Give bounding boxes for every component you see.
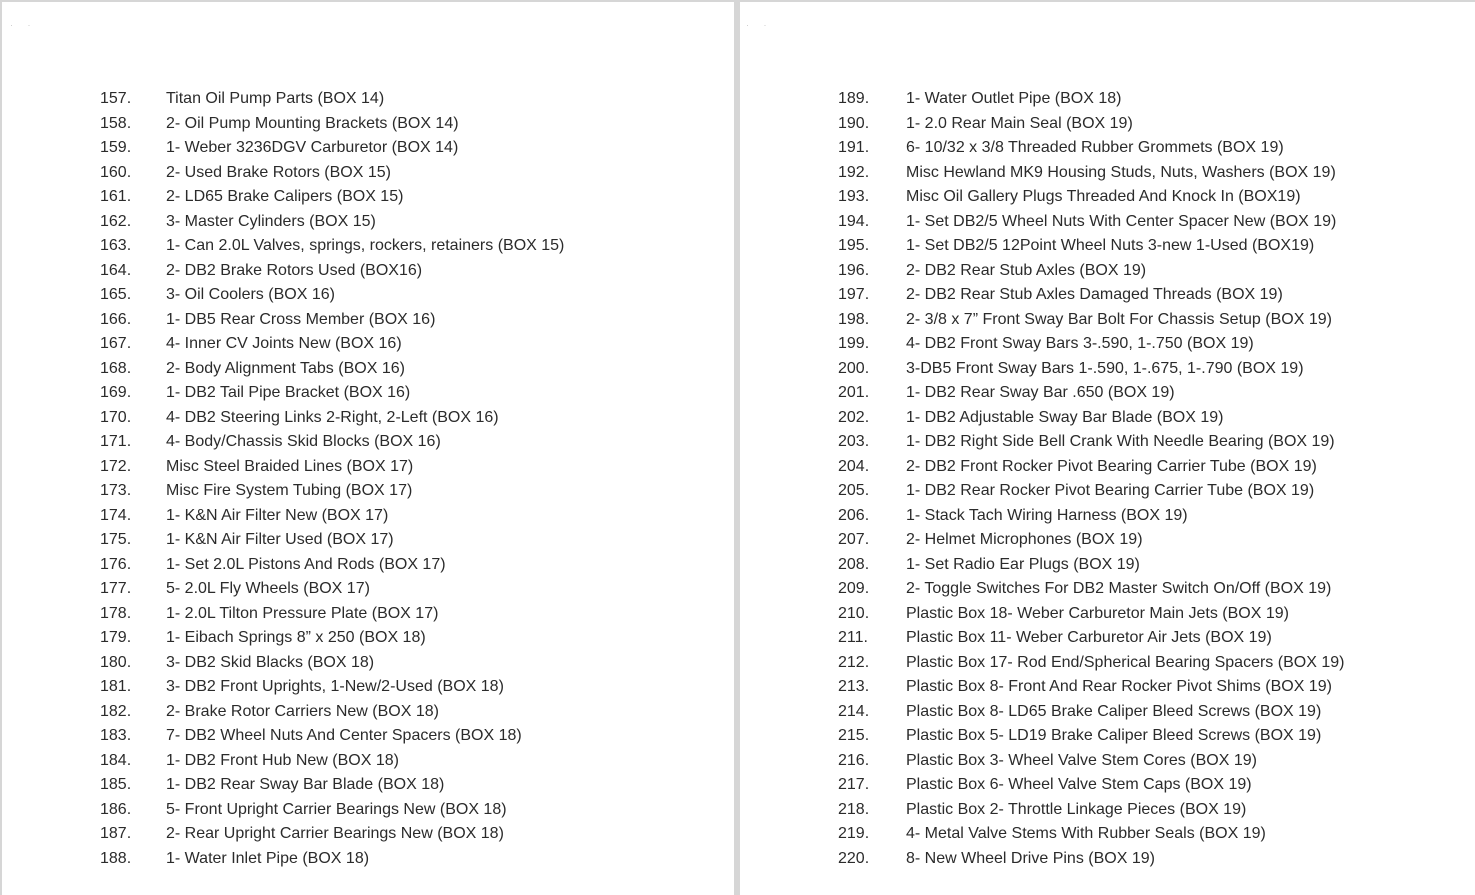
list-item [838, 773, 1344, 798]
item-description: 2- 3/8 x 7” Front Sway Bar Bolt For Chassis Setup (BOX 19) [906, 310, 1332, 328]
item-description: 1- DB2 Rear Rocker Pivot Bearing Carrier Tube (BOX 19) [906, 482, 1315, 499]
list-item [838, 308, 1344, 333]
list-item [100, 602, 564, 627]
item-number: 188. [100, 849, 132, 867]
list-item [100, 381, 564, 406]
list-item [100, 406, 564, 431]
list-item [100, 87, 564, 112]
item-number: 163. [100, 237, 132, 254]
parts-list-left [100, 87, 564, 871]
item-description: 2- LD65 Brake Calipers (BOX 15) [166, 188, 404, 205]
list-item [100, 626, 564, 651]
item-description: Plastic Box 18- Weber Carburetor Main Jets (BOX 19) [906, 604, 1289, 622]
item-description: Titan Oil Pump Parts (BOX 14) [166, 90, 385, 107]
item-number: 184. [100, 751, 132, 769]
item-description: 1- 2.0 Rear Main Seal (BOX 19) [906, 114, 1133, 132]
list-item [838, 87, 1344, 112]
item-description: 1- 2.0L Tilton Pressure Plate (BOX 17) [166, 604, 439, 622]
item-description: 3- Master Cylinders (BOX 15) [166, 212, 376, 230]
item-description: 2- Body Alignment Tabs (BOX 16) [166, 359, 405, 377]
list-item [100, 479, 564, 504]
list-item [838, 577, 1344, 602]
item-description: 1- DB2 Rear Sway Bar .650 (BOX 19) [906, 384, 1175, 401]
list-item [100, 210, 564, 235]
list-item [838, 283, 1344, 308]
item-number: 215. [838, 727, 870, 744]
item-description: 2- DB2 Rear Stub Axles (BOX 19) [906, 261, 1147, 279]
list-item [838, 332, 1344, 357]
list-item [100, 577, 564, 602]
item-number: 204. [838, 457, 870, 475]
item-number: 191. [838, 139, 870, 156]
item-number: 218. [838, 800, 870, 818]
item-number: 167. [100, 335, 132, 352]
item-number: 220. [838, 849, 870, 867]
item-number: 213. [838, 678, 870, 695]
item-description: 4- DB2 Steering Links 2-Right, 2-Left (BOX 16) [166, 408, 499, 426]
item-description: 1- DB2 Rear Sway Bar Blade (BOX 18) [166, 776, 445, 793]
list-item [838, 430, 1344, 455]
list-item [100, 259, 564, 284]
list-item [100, 185, 564, 210]
item-number: 175. [100, 531, 132, 548]
list-item [838, 553, 1344, 578]
parts-list-right [838, 87, 1344, 871]
list-item [838, 602, 1344, 627]
list-item [100, 528, 564, 553]
list-item [100, 357, 564, 382]
item-description: Plastic Box 5- LD19 Brake Caliper Bleed Screws (BOX 19) [906, 727, 1322, 744]
item-description: 1- Stack Tach Wiring Harness (BOX 19) [906, 506, 1188, 524]
item-number: 203. [838, 433, 870, 450]
item-description: 4- DB2 Front Sway Bars 3-.590, 1-.750 (BOX 19) [906, 335, 1254, 352]
item-description: 1- Eibach Springs 8” x 250 (BOX 18) [166, 629, 426, 646]
list-item [100, 332, 564, 357]
item-description: 1- Set Radio Ear Plugs (BOX 19) [906, 555, 1140, 573]
list-item [838, 234, 1344, 259]
list-item [838, 675, 1344, 700]
item-number: 205. [838, 482, 870, 499]
item-description: Plastic Box 8- Front And Rear Rocker Pivot Shims (BOX 19) [906, 678, 1332, 695]
item-description: 8- New Wheel Drive Pins (BOX 19) [906, 849, 1155, 867]
item-number: 177. [100, 580, 132, 597]
list-item [838, 528, 1344, 553]
item-description: 2- Brake Rotor Carriers New (BOX 18) [166, 702, 439, 720]
list-item [838, 749, 1344, 774]
item-number: 159. [100, 139, 132, 156]
list-item [100, 553, 564, 578]
item-number: 196. [838, 261, 870, 279]
item-number: 206. [838, 506, 870, 524]
item-description: 5- 2.0L Fly Wheels (BOX 17) [166, 580, 370, 597]
item-number: 171. [100, 433, 132, 450]
item-number: 174. [100, 506, 132, 524]
list-item [100, 798, 564, 823]
list-item [100, 430, 564, 455]
item-description: 1- Weber 3236DGV Carburetor (BOX 14) [166, 139, 459, 156]
item-number: 187. [100, 825, 132, 842]
item-description: 2- Helmet Microphones (BOX 19) [906, 531, 1143, 548]
list-item [100, 749, 564, 774]
list-item [838, 700, 1344, 725]
item-number: 202. [838, 408, 870, 426]
item-number: 190. [838, 114, 870, 132]
item-description: 4- Metal Valve Stems With Rubber Seals (BOX 19) [906, 825, 1266, 842]
list-item [838, 112, 1344, 137]
item-description: 1- DB2 Tail Pipe Bracket (BOX 16) [166, 384, 411, 401]
item-number: 209. [838, 580, 870, 597]
scan-specks: · · [10, 20, 37, 30]
item-number: 165. [100, 286, 132, 303]
item-description: Misc Oil Gallery Plugs Threaded And Knock In (BOX19) [906, 188, 1301, 205]
item-description: Plastic Box 8- LD65 Brake Caliper Bleed Screws (BOX 19) [906, 702, 1322, 720]
page-left [2, 2, 734, 895]
list-item [838, 357, 1344, 382]
item-number: 219. [838, 825, 870, 842]
item-description: 2- Toggle Switches For DB2 Master Switch On/Off (BOX 19) [906, 580, 1332, 597]
list-item [838, 455, 1344, 480]
item-number: 208. [838, 555, 870, 573]
item-description: Plastic Box 6- Wheel Valve Stem Caps (BOX 19) [906, 776, 1252, 793]
item-description: 4- Body/Chassis Skid Blocks (BOX 16) [166, 433, 441, 450]
item-description: 1- Set 2.0L Pistons And Rods (BOX 17) [166, 555, 446, 573]
list-item [838, 381, 1344, 406]
item-number: 169. [100, 384, 132, 401]
item-description: 2- Rear Upright Carrier Bearings New (BOX 18) [166, 825, 504, 842]
item-description: 1- DB2 Adjustable Sway Bar Blade (BOX 19) [906, 408, 1224, 426]
item-number: 183. [100, 727, 132, 744]
item-number: 166. [100, 310, 132, 328]
item-number: 194. [838, 212, 870, 230]
item-description: 2- Used Brake Rotors (BOX 15) [166, 163, 391, 181]
item-number: 160. [100, 163, 132, 181]
list-item [100, 308, 564, 333]
item-description: 3- Oil Coolers (BOX 16) [166, 286, 335, 303]
item-number: 161. [100, 188, 132, 205]
item-number: 193. [838, 188, 870, 205]
item-number: 170. [100, 408, 132, 426]
item-description: 1- K&N Air Filter Used (BOX 17) [166, 531, 394, 548]
list-item [100, 161, 564, 186]
item-description: 1- Set DB2/5 Wheel Nuts With Center Spacer New (BOX 19) [906, 212, 1337, 230]
item-description: 3-DB5 Front Sway Bars 1-.590, 1-.675, 1-.790 (BOX 19) [906, 359, 1304, 377]
list-item [100, 700, 564, 725]
item-number: 200. [838, 359, 870, 377]
item-number: 198. [838, 310, 870, 328]
item-number: 158. [100, 114, 132, 132]
list-item [838, 822, 1344, 847]
item-number: 197. [838, 286, 870, 303]
item-number: 162. [100, 212, 132, 230]
item-number: 172. [100, 457, 132, 475]
list-item [838, 479, 1344, 504]
list-item [838, 847, 1344, 872]
item-number: 207. [838, 531, 870, 548]
list-item [838, 504, 1344, 529]
item-number: 195. [838, 237, 870, 254]
item-number: 168. [100, 359, 132, 377]
item-number: 189. [838, 90, 870, 107]
item-number: 217. [838, 776, 870, 793]
item-number: 178. [100, 604, 132, 622]
list-item [100, 234, 564, 259]
item-number: 192. [838, 163, 870, 181]
item-number: 180. [100, 653, 132, 671]
item-description: 2- DB2 Front Rocker Pivot Bearing Carrier Tube (BOX 19) [906, 457, 1317, 475]
list-item [100, 773, 564, 798]
item-description: Plastic Box 3- Wheel Valve Stem Cores (BOX 19) [906, 751, 1257, 769]
item-number: 185. [100, 776, 132, 793]
item-number: 216. [838, 751, 870, 769]
item-description: 1- DB5 Rear Cross Member (BOX 16) [166, 310, 436, 328]
item-description: Plastic Box 11- Weber Carburetor Air Jets (BOX 19) [906, 629, 1272, 646]
list-item [838, 136, 1344, 161]
list-item [838, 798, 1344, 823]
list-item [100, 675, 564, 700]
item-number: 212. [838, 653, 870, 671]
item-description: 7- DB2 Wheel Nuts And Center Spacers (BOX 18) [166, 727, 522, 744]
list-item [100, 112, 564, 137]
list-item [838, 724, 1344, 749]
list-item [838, 651, 1344, 676]
item-description: 1- Can 2.0L Valves, springs, rockers, retainers (BOX 15) [166, 237, 565, 254]
list-item [838, 406, 1344, 431]
item-description: Plastic Box 2- Throttle Linkage Pieces (BOX 19) [906, 800, 1247, 818]
item-number: 186. [100, 800, 132, 818]
list-item [100, 822, 564, 847]
scan-specks: · · [746, 20, 773, 30]
item-description: 1- DB2 Front Hub New (BOX 18) [166, 751, 399, 769]
list-item [838, 185, 1344, 210]
item-number: 173. [100, 482, 132, 499]
item-number: 179. [100, 629, 132, 646]
item-description: Misc Steel Braided Lines (BOX 17) [166, 457, 414, 475]
item-description: 1- Water Inlet Pipe (BOX 18) [166, 849, 370, 867]
item-description: 2- Oil Pump Mounting Brackets (BOX 14) [166, 114, 459, 132]
item-number: 201. [838, 384, 870, 401]
item-number: 199. [838, 335, 870, 352]
item-number: 214. [838, 702, 870, 720]
item-number: 164. [100, 261, 132, 279]
item-number: 211. [838, 629, 868, 646]
item-description: 3- DB2 Front Uprights, 1-New/2-Used (BOX 18) [166, 678, 504, 695]
item-description: 6- 10/32 x 3/8 Threaded Rubber Grommets (BOX 19) [906, 139, 1284, 156]
list-item [100, 455, 564, 480]
item-number: 182. [100, 702, 132, 720]
list-item [100, 724, 564, 749]
item-description: 3- DB2 Skid Blacks (BOX 18) [166, 653, 375, 671]
item-description: 1- Set DB2/5 12Point Wheel Nuts 3-new 1-Used (BOX19) [906, 237, 1315, 254]
item-description: 2- DB2 Rear Stub Axles Damaged Threads (BOX 19) [906, 286, 1283, 303]
item-description: 2- DB2 Brake Rotors Used (BOX16) [166, 261, 423, 279]
item-number: 176. [100, 555, 132, 573]
list-item [838, 210, 1344, 235]
item-description: Plastic Box 17- Rod End/Spherical Bearing Spacers (BOX 19) [906, 653, 1345, 671]
item-number: 157. [100, 90, 132, 107]
item-number: 210. [838, 604, 870, 622]
list-item [100, 847, 564, 872]
item-description: Misc Hewland MK9 Housing Studs, Nuts, Washers (BOX 19) [906, 163, 1336, 181]
item-description: 1- K&N Air Filter New (BOX 17) [166, 506, 389, 524]
list-item [100, 136, 564, 161]
list-item [100, 651, 564, 676]
item-number: 181. [100, 678, 132, 695]
list-item [838, 161, 1344, 186]
list-item [100, 504, 564, 529]
list-item [838, 259, 1344, 284]
page-right [740, 2, 1475, 895]
item-description: 4- Inner CV Joints New (BOX 16) [166, 335, 402, 352]
list-item [838, 626, 1344, 651]
item-description: 5- Front Upright Carrier Bearings New (BOX 18) [166, 800, 507, 818]
item-description: 1- Water Outlet Pipe (BOX 18) [906, 90, 1122, 107]
item-description: 1- DB2 Right Side Bell Crank With Needle Bearing (BOX 19) [906, 433, 1335, 450]
item-description: Misc Fire System Tubing (BOX 17) [166, 482, 413, 499]
list-item [100, 283, 564, 308]
